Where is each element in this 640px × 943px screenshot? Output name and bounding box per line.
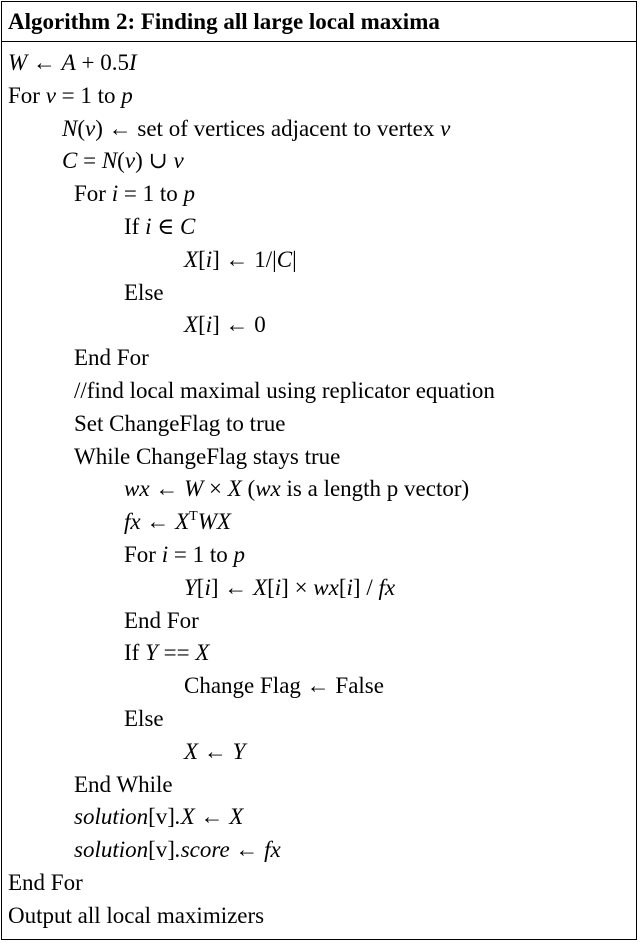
line-segment: .X	[174, 804, 195, 830]
line-segment: ←	[140, 509, 176, 535]
algorithm-line	[184, 310, 266, 340]
line-segment: [	[338, 574, 347, 600]
line-segment: C	[62, 148, 78, 174]
line-segment: Output all local maximizers	[8, 902, 265, 928]
algorithm-line	[124, 638, 209, 668]
line-segment: If	[124, 214, 146, 239]
algorithm-line	[74, 835, 281, 865]
line-segment: ∈	[151, 214, 180, 239]
line-segment: WX	[197, 509, 231, 535]
line-segment: solution	[74, 804, 149, 830]
line-segment: ] ←	[210, 574, 254, 600]
line-segment: v	[173, 148, 184, 174]
line-segment: [v]	[148, 837, 175, 863]
line-segment: v	[45, 82, 56, 108]
line-segment: i	[274, 574, 282, 600]
line-segment: ←	[229, 837, 265, 863]
algorithm-line	[8, 81, 133, 111]
line-segment: p	[183, 181, 195, 207]
line-segment: [v]	[148, 804, 175, 830]
algorithm-line	[74, 343, 149, 373]
line-segment: i	[145, 214, 152, 239]
line-segment: Else	[124, 706, 164, 731]
algorithm-line	[74, 409, 285, 439]
algorithm-line	[124, 212, 195, 242]
algorithm-line	[124, 540, 245, 570]
line-segment: Y	[232, 738, 246, 764]
line-segment: i	[205, 246, 213, 272]
line-segment: p	[121, 82, 133, 108]
line-segment: v	[85, 115, 96, 141]
algorithm-box	[1, 1, 637, 940]
line-segment: //find local maximal using replicator equation	[74, 378, 495, 403]
line-segment: solution	[74, 837, 149, 863]
line-segment: p	[233, 542, 245, 567]
line-segment: ] ← 1/|	[212, 246, 277, 272]
line-segment: ←	[198, 738, 233, 764]
line-segment: i	[111, 181, 119, 207]
line-segment: N	[62, 115, 78, 141]
line-segment: (	[241, 476, 256, 502]
algorithm-line	[184, 737, 245, 767]
line-segment: [	[267, 574, 275, 600]
line-segment: = 1 to	[55, 82, 122, 108]
algorithm-line	[184, 671, 384, 701]
line-segment: C	[180, 214, 196, 239]
line-segment: wx	[313, 574, 339, 600]
algorithm-title: Algorithm 2: Finding all large local maxima	[2, 2, 636, 42]
line-segment: X	[184, 246, 199, 272]
line-segment: End While	[74, 771, 173, 797]
line-segment: If	[124, 640, 146, 666]
line-segment: fx	[264, 837, 281, 863]
line-segment: ==	[157, 640, 196, 666]
line-segment: End For	[8, 870, 83, 895]
line-segment: X	[175, 509, 190, 535]
line-segment: ) ← set of vertices adjacent to vertex	[95, 115, 441, 141]
line-segment: = 1 to	[118, 181, 184, 207]
line-segment: ←	[27, 50, 62, 75]
line-segment: wx	[255, 476, 281, 502]
line-segment: (	[117, 148, 125, 174]
line-segment: I	[128, 50, 137, 75]
line-segment: Set ChangeFlag to true	[74, 410, 286, 436]
line-segment: ] /	[352, 574, 379, 600]
line-segment: X	[184, 312, 199, 338]
line-segment: = 1 to	[168, 542, 234, 567]
line-segment: X	[195, 640, 210, 666]
line-segment: For	[8, 82, 46, 108]
line-segment: i	[346, 574, 353, 600]
line-segment: N	[101, 148, 118, 174]
line-segment: i	[205, 312, 213, 338]
line-segment: While ChangeFlag stays true	[74, 443, 341, 469]
line-segment: |	[292, 246, 297, 272]
algorithm-line	[124, 704, 164, 734]
algorithm-line	[184, 245, 297, 275]
algorithm-line	[8, 901, 264, 931]
line-segment: Y	[145, 640, 158, 666]
line-segment: For	[74, 181, 112, 207]
algorithm-line	[8, 868, 83, 898]
line-segment: ] ×	[281, 574, 314, 600]
algorithm-line	[124, 278, 164, 308]
line-segment: X	[253, 574, 268, 600]
line-segment: Else	[124, 279, 164, 305]
line-segment: i	[204, 574, 211, 600]
line-segment: wx	[124, 476, 150, 502]
line-segment: ×	[203, 476, 228, 502]
line-segment: A	[61, 50, 76, 75]
line-segment: X	[227, 476, 242, 502]
algorithm-line	[124, 606, 199, 636]
line-segment: W	[184, 476, 204, 502]
algorithm-line	[124, 474, 469, 504]
line-segment: ] ← 0	[212, 312, 266, 338]
line-segment: W	[8, 50, 28, 75]
line-segment: T	[189, 509, 198, 525]
line-segment: For	[124, 542, 162, 567]
line-segment: ←	[149, 476, 185, 502]
line-segment: ←	[194, 804, 230, 830]
line-segment: End For	[124, 607, 199, 633]
line-segment: fx	[124, 509, 141, 535]
line-segment: v	[124, 148, 136, 174]
algorithm-line	[74, 376, 495, 406]
line-segment: [	[198, 312, 206, 338]
line-segment: i	[161, 542, 169, 567]
algorithm-line	[62, 114, 450, 144]
algorithm-line	[74, 802, 243, 832]
line-segment: =	[77, 148, 102, 174]
line-segment: .score	[174, 837, 230, 863]
algorithm-line	[184, 573, 395, 603]
line-segment: End For	[74, 345, 149, 371]
line-segment: v	[440, 115, 451, 141]
line-segment: [	[196, 574, 205, 600]
line-segment: Change Flag ← False	[184, 673, 384, 699]
line-segment: is a length p vector)	[280, 476, 470, 502]
algorithm-line	[74, 770, 173, 800]
line-segment: X	[229, 804, 244, 830]
line-segment: C	[276, 246, 293, 272]
line-segment: [	[198, 246, 206, 272]
line-segment: fx	[378, 574, 396, 600]
algorithm-line	[74, 179, 195, 209]
algorithm-line	[124, 507, 231, 537]
line-segment: ) ∪	[135, 148, 174, 174]
algorithm-line	[8, 48, 137, 78]
algorithm-line	[74, 442, 340, 472]
line-segment: X	[184, 738, 199, 764]
line-segment: Y	[184, 574, 197, 600]
algorithm-line	[62, 146, 184, 176]
line-segment: (	[77, 115, 86, 141]
line-segment: + 0.5	[75, 50, 129, 75]
